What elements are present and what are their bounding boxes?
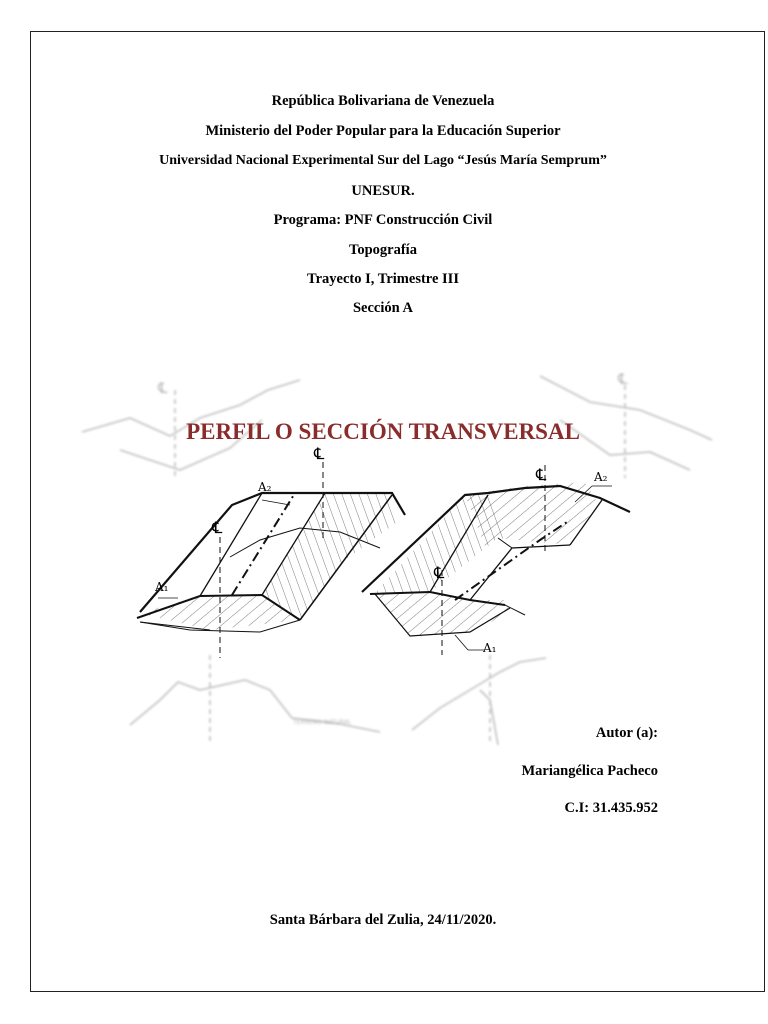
svg-text:℄: ℄ bbox=[618, 370, 628, 388]
header-acronym: UNESUR. bbox=[351, 183, 415, 199]
header-subject: Topografía bbox=[349, 242, 417, 258]
header-term: Trayecto I, Trimestre III bbox=[307, 271, 459, 287]
svg-text:TERRENO NATURAL: TERRENO NATURAL bbox=[293, 719, 352, 726]
centerline-label-left-mid: ℄ bbox=[212, 518, 223, 537]
centerline-label-right-top: ℄ bbox=[536, 465, 547, 484]
a2-label-left: A₂ bbox=[258, 480, 272, 494]
header-ministry: Ministerio del Poder Popular para la Educación Superior bbox=[205, 123, 561, 139]
document-title: PERFIL O SECCIÓN TRANSVERSAL bbox=[186, 419, 580, 444]
author-label: Autor (a): bbox=[595, 725, 658, 741]
centerline-label-right-mid: ℄ bbox=[434, 563, 445, 582]
place-date: Santa Bárbara del Zulia, 24/11/2020. bbox=[269, 912, 497, 928]
header-university: Universidad Nacional Experimental Sur del Lago “Jesús María Semprum” bbox=[159, 153, 607, 168]
svg-text:℄: ℄ bbox=[158, 379, 168, 397]
a2-label-right: A₂ bbox=[594, 470, 608, 484]
a1-label-left: A₁ bbox=[155, 580, 169, 594]
author-name: Mariangélica Pacheco bbox=[521, 763, 658, 779]
header-country: República Bolivariana de Venezuela bbox=[271, 93, 495, 109]
author-id: C.I: 31.435.952 bbox=[564, 800, 658, 816]
header-program: Programa: PNF Construcción Civil bbox=[273, 212, 493, 228]
a1-label-right: A₁ bbox=[483, 641, 497, 655]
header-section: Sección A bbox=[352, 300, 413, 316]
centerline-label-left-top: ℄ bbox=[314, 444, 325, 463]
